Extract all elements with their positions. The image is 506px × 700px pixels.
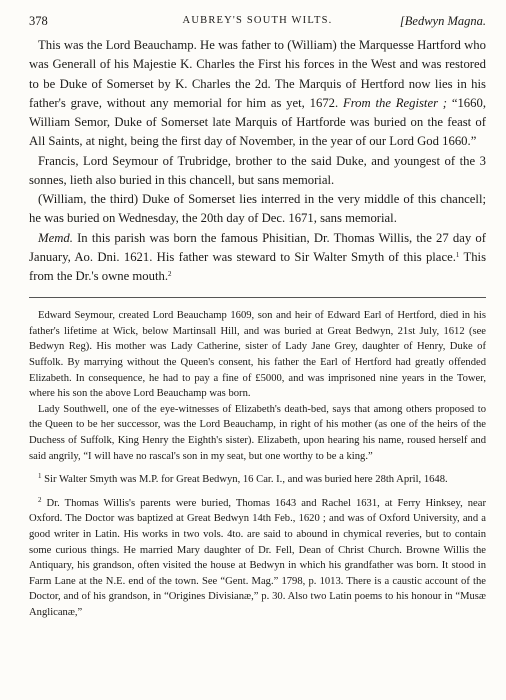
running-title: AUBREY'S SOUTH WILTS. <box>182 15 333 26</box>
memd-label: Memd. <box>38 230 73 245</box>
paragraph-text: “1660, William Semor, Duke of Somerset late Marquis of Hartforde was buried on the feast of All Saints, at night, being the first day of November, in the year of our Lord God 1660.” <box>29 95 487 149</box>
paragraph-william: (William, the third) Duke of Somerset lies interred in the very middle of this chancell; he was buried on Wednesday, the 20th day of Dec. 1671, sans memorial. <box>29 192 486 226</box>
register-label: From the Register ; <box>342 95 448 110</box>
page-header <box>29 14 486 34</box>
footnote-marker: 1 <box>38 472 42 481</box>
paragraph-text: This was the Lord Beauchamp. He was father to (William) the Marquesse Hartford who was Generall of his Majestie K. Charles the First his forces in the West and was restored to be Duke of Somerset by K. Charles the 2d. The Marquis of Hertford now lies in his father's grave, without any memorial for him as yet, 1672. <box>29 38 486 110</box>
paragraph-francis: Francis, Lord Seymour of Trubridge, brother to the said Duke, and youngest of the 3 sonnes, lieth also buried in this chancell, but sans memorial. <box>29 153 486 187</box>
footnote-text: Sir Walter Smyth was M.P. for Great Bedwyn, 16 Car. I., and was buried here 28th April, 1648. <box>41 474 448 486</box>
footnote-2 <box>29 496 486 621</box>
paragraph-beauchamp <box>29 36 486 152</box>
note-southwell: Lady Southwell, one of the eye-witnesses of Elizabeth's death-bed, says that among others proposed to the Queen to be her successor, was the Lord Beauchamp, in right of his mother (as one of the heirs of the Duchess of Suffolk, King Henry the Eighth's sister). Elizabeth, upon hearing his name, roused herself and said angrily, “I will have no rascal's son in my seat, but one worthy to be a king.” <box>29 403 486 462</box>
footnote-ref-2: 2 <box>168 270 172 278</box>
footnote-marker: 2 <box>38 495 42 504</box>
footnote-ref-1: 1 <box>455 250 460 259</box>
footnote-1 <box>29 472 486 488</box>
section-title: [Bedwyn Magna. <box>399 14 486 28</box>
paragraph-text: In this parish was born the famous Phisitian, Dr. Thomas Willis, the 27 day of January, Ao. Dni. 1621. His father was steward to Sir Walter Smyth of this place. <box>29 230 486 264</box>
main-text <box>29 36 486 286</box>
paragraph-willis <box>29 229 486 287</box>
note-seymour: Edward Seymour, created Lord Beauchamp 1609, son and heir of Edward Earl of Hertford, died in his father's lifetime at Wick, below Martinsall Hill, and was buried at Great Bedwyn, 21st July, 1612 (see Bedwyn Reg). His mother was Lady Catherine, sister of Lady Jane Grey, daughter of Henry, Duke of Suffolk. By marrying without the Queen's consent, his father the Earl of Hertford had greatly offended Elizabeth. In consequence, he had to pay a fine of £5000, and was imprisoned nine years in the Tower, where his son the above Lord Beauchamp was born. <box>29 310 486 400</box>
footnote-divider <box>29 297 486 298</box>
page-number: 378 <box>29 14 48 28</box>
footnotes <box>29 308 486 620</box>
footnote-text: Dr. Thomas Willis's parents were buried, Thomas 1643 and Rachel 1631, at Ferry Hinksey, near Oxford. The Doctor was baptized at Great Bedwyn 14th Feb., 1620 ; and was of Oxford University, and a good writer in Latin. His works in two vols. 4to. are said to abound in chymical reveries, but to contain some curious things. He married Mary daughter of Dr. Fell, Dean of Christ Church. Browne Willis the Antiquary, his grandson, often visited the house at Bedwyn in which his grandfather was born. It stood in Farm Lane at the N.E. end of the town. See “Gent. Mag.” 1798, p. 1013. There is a caustic account of the Doctor, and of his grandson, in “Origines Divisianæ,” p. 30. Also two Latin poems to his honour in “Musæ Anglicanæ,” <box>29 497 486 618</box>
paragraph-text: This from the Dr.'s owne mouth. <box>29 249 487 283</box>
